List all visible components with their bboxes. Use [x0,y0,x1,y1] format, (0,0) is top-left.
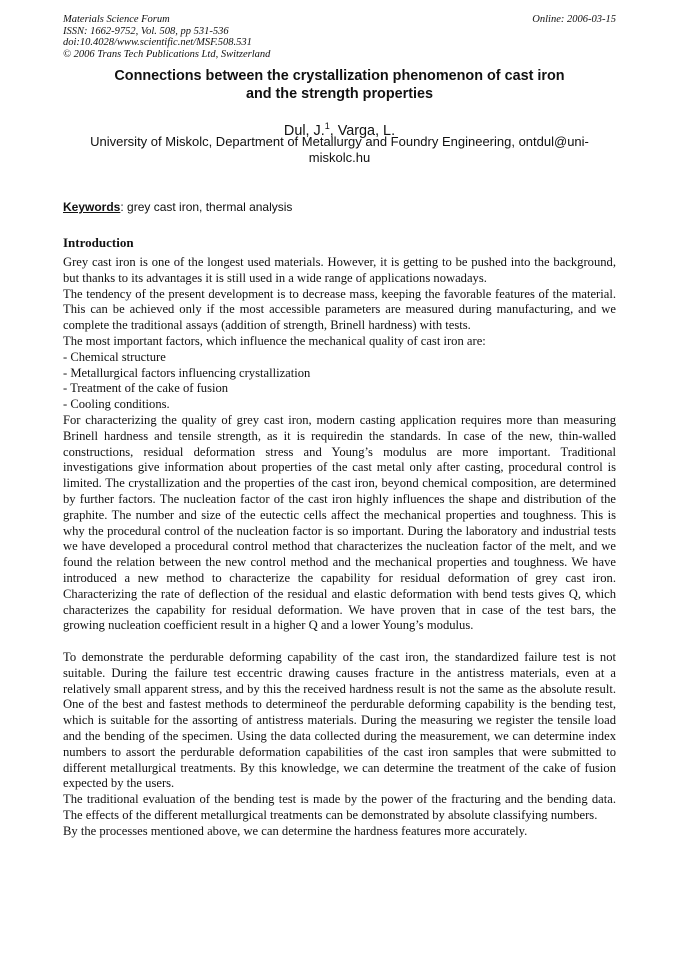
list-item: - Cooling conditions. [63,397,170,412]
list-item: - Metallurgical factors influencing crystallization [63,365,311,380]
journal-name: Materials Science Forum [63,14,170,25]
author-1: Dul, J. [283,122,325,139]
list-item: - Treatment of the cake of fusion [63,381,229,396]
section-heading-introduction: Introduction [63,235,134,250]
list-item: - Chemical structure [63,349,166,364]
paper-title [63,67,616,103]
keywords-line [63,200,616,214]
affiliation: University of Miskolc, Department of Metallurgy and Foundry Engineering, ontdul@uni-miskolc.hu [90,134,589,165]
paragraph: Grey cast iron is one of the longest used materials. However, it is getting to be pushed into the background, but thanks to its advantages it is still used in a wide range of applications nowadays. [63,255,616,285]
paragraph: The tendency of the present development is to decrease mass, keeping the favorable features of the material. This can be achieved only if the most accessible parameters are measured during manufacturing, and we complete the traditional assays (addition of strength, Brinell hardness) with tests. [63,286,616,333]
paragraph: By the processes mentioned above, we can determine the hardness features more accurately. [63,823,528,838]
keywords-text: : grey cast iron, thermal analysis [120,200,293,214]
online-date: Online: 2006-03-15 [532,14,616,25]
journal-header [63,14,616,60]
doi-line: doi:10.4028/www.scientific.net/MSF.508.531 [63,37,252,48]
issn-line: ISSN: 1662-9752, Vol. 508, pp 531-536 [63,25,229,37]
paragraph-spacer [63,634,616,650]
paragraph: To demonstrate the perdurable deforming capability of the cast iron, the standardized failure test is not suitable. During the failure test eccentric drawing causes fracture in the antistress materials, even at a relatively small apparent stress, and by this the received hardness result is not the same as the absolute result. One of the best and fastest methods to determineof the perdurable deforming capability is the bending test, which is suitable for the assorting of antistress materials. During the measuring we register the tensile load and the bending of the specimen. Using the data collected during the measurement, we can determine index numbers to assort the perdurable deformation capabilities of the cast iron samples that were submitted to different metallurgical treatments. By this knowledge, we can determine the treatment of the cake of fusion expected by the users. [63,649,616,791]
paragraph: The most important factors, which influence the mechanical quality of cast iron are: [63,333,486,348]
affiliation-marker: 1 [324,121,330,131]
title-line-1: Connections between the crystallization phenomenon of cast iron [114,68,565,84]
paragraph: The traditional evaluation of the bending test is made by the power of the fracturing and the bending data. The effects of the different metallurgical treatments can be demonstrated by absolute classifying numbers. [63,792,616,822]
paragraph: For characterizing the quality of grey cast iron, modern casting application requires more than measuring Brinell hardness and tensile strength, as it is requiredin the standards. In case of the new, thin-walled constructions, residual deformation stress and Young’s modulus are more important. Traditional investigations give information about properties of the cast metal only after casting, procedural control is limited. The crystallization and the properties of the cast iron, beyond chemical composition, are determined by further factors. The nucleation factor of the cast iron highly influences the shape and distribution of the graphite. The number and size of the eutectic cells affect the mechanical properties and toughness. This is why the procedural control of the nucleation factor is so important. During the laboratory and industrial tests we have developed a procedural control method that characterizes the nucleation factor of the melt, and we found the relation between the new control method and the mechanical properties and toughness. We have introduced a new method to characterize the capability for residual deformation of grey cast iron. Characterizing the rate of deflection of the residual and elastic deformation with bend tests gives Q, which characterizes the capability for residual deformation. We have proven that in case of the test bars, the growing nucleation coefficient result in a higher Q and a lower Young’s modulus. [63,412,616,633]
author-2: , Varga, L. [329,122,396,139]
title-line-2: and the strength properties [245,86,434,102]
body-text [63,255,616,839]
keywords-label: Keywords [63,200,121,214]
copyright-line: © 2006 Trans Tech Publications Ltd, Switzerland [63,48,271,60]
